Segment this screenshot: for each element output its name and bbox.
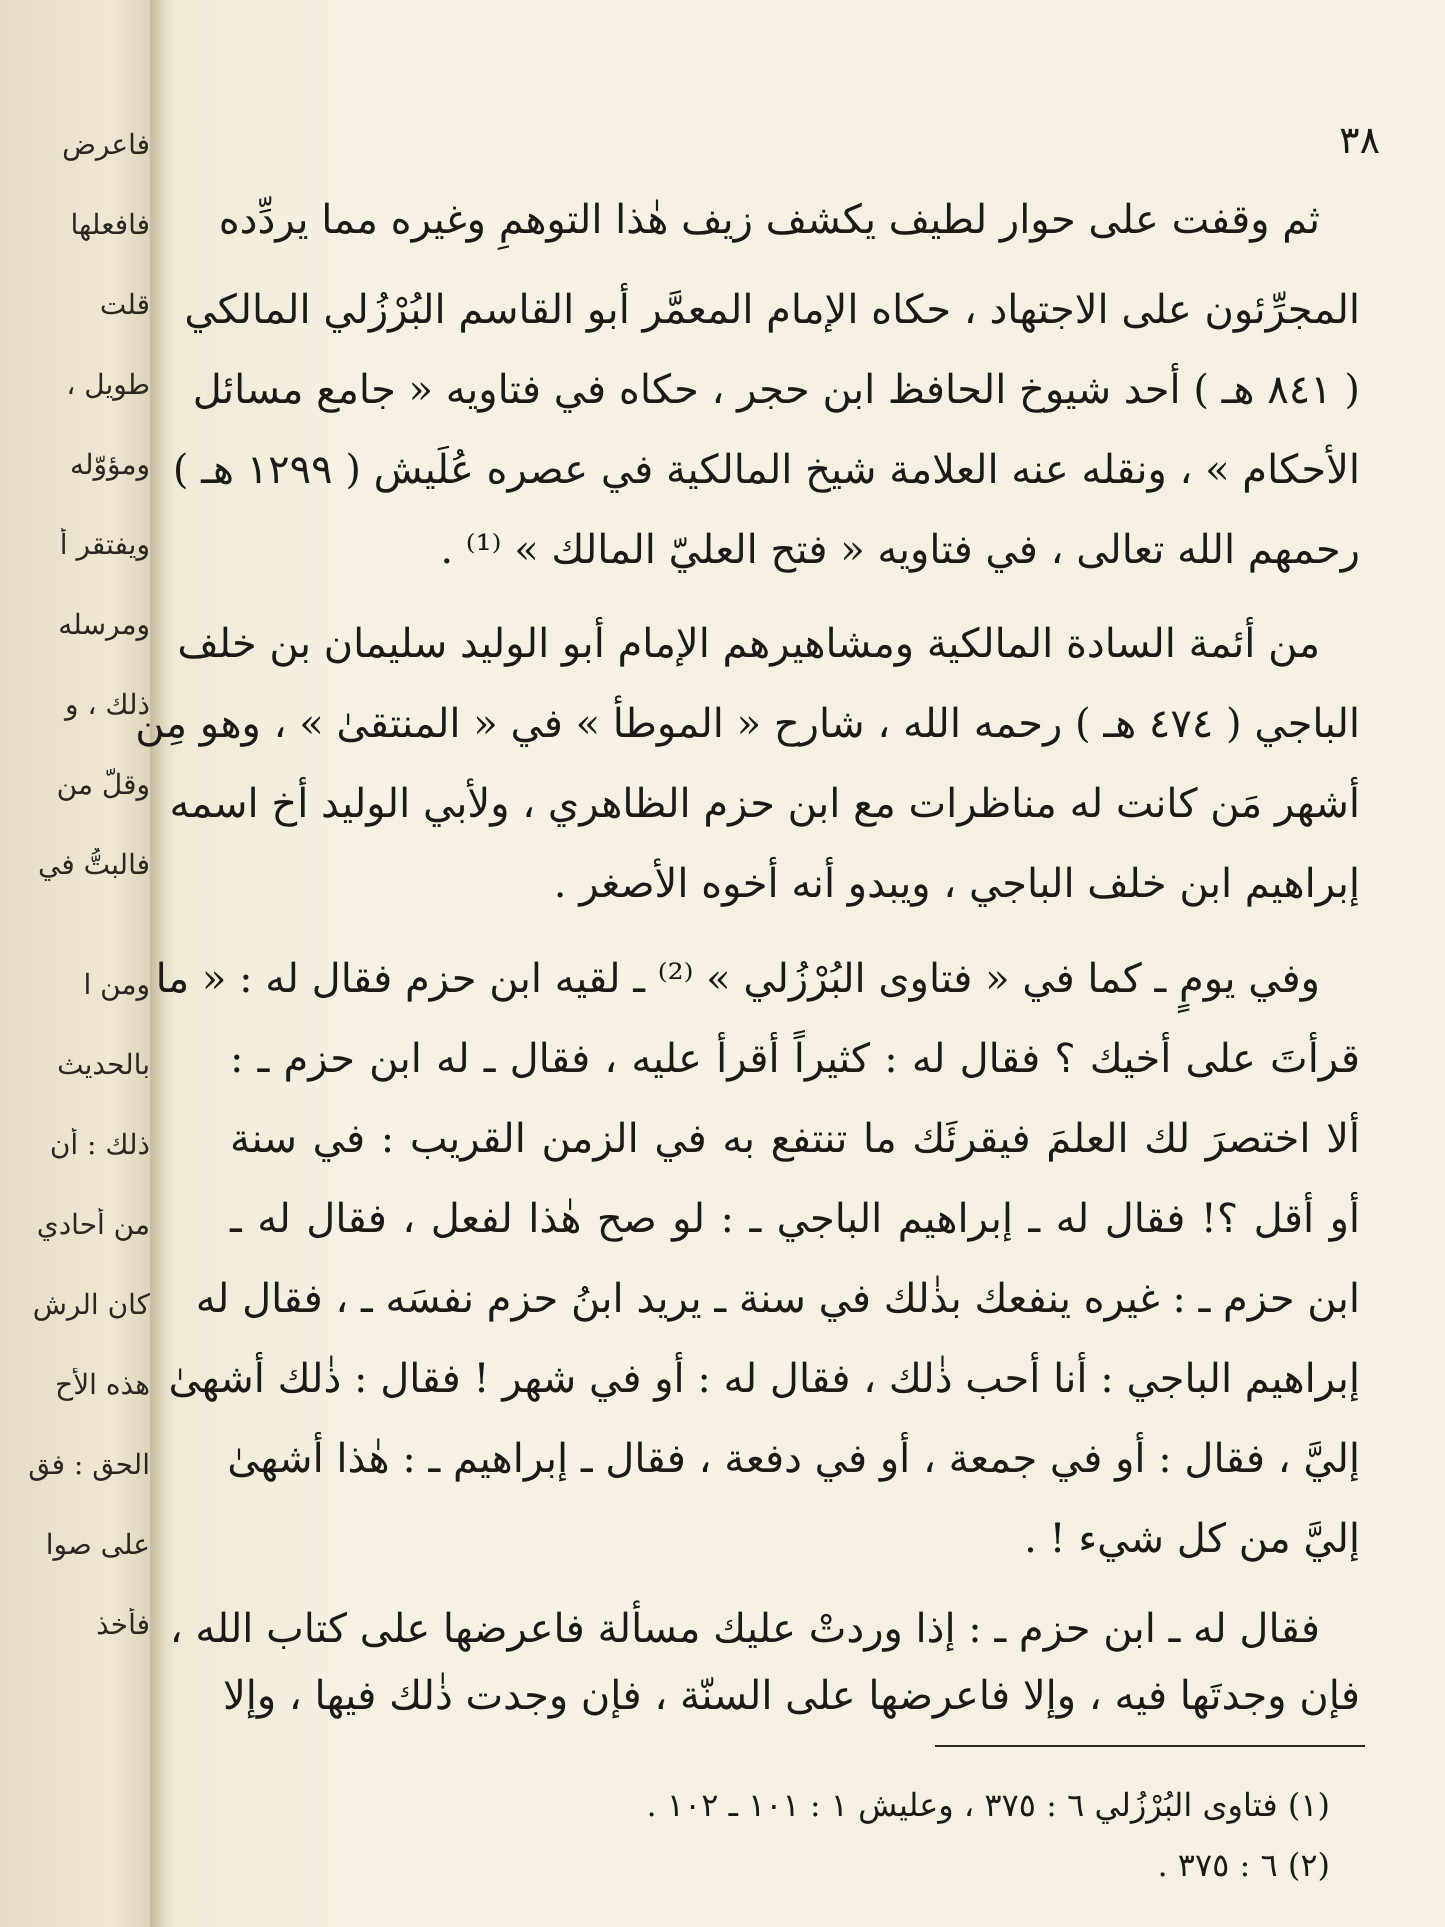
text-line: إليَّ ، فقال : أو في جمعة ، أو في دفعة ، فقال ـ إبراهيم ـ : هٰذا أشهىٰ xyxy=(227,1436,1360,1482)
text-line: ابن حزم ـ : غيره ينفعك بذٰلك في سنة ـ يريد ابنُ حزم نفسَه ـ ، فقال له xyxy=(195,1276,1360,1322)
left-page-line: فالبتُّ في xyxy=(37,848,150,881)
text-line: الأحكام » ، ونقله عنه العلامة شيخ المالكية في عصره عُلَيش ( ١٢٩٩ هـ ) xyxy=(172,447,1360,493)
left-page-line: فاعرض xyxy=(62,128,150,161)
footnote: (١) فتاوى البُرْزُلي ٦ : ٣٧٥ ، وعليش ١ : ١٠١ ـ ١٠٢ . xyxy=(646,1786,1330,1824)
left-page-line: ويفتقر أ xyxy=(59,528,150,561)
left-page-line: قلت xyxy=(99,288,150,321)
text-line: أو أقل ؟! فقال له ـ إبراهيم الباجي ـ : لو صح هٰذا لفعل ، فقال له ـ xyxy=(230,1196,1360,1242)
left-page-line: فأخذ xyxy=(96,1608,150,1641)
text-line: أشهر مَن كانت له مناظرات مع ابن حزم الظاهري ، ولأبي الوليد أخ اسمه xyxy=(169,781,1360,827)
left-page-line: طويل ، xyxy=(66,368,150,401)
text-line: وفي يومٍ ـ كما في « فتاوى البُرْزُلي » ⁽²⁾ ـ لقيه ابن حزم فقال له : « ما xyxy=(155,956,1320,1002)
left-page-line: فافعلها xyxy=(70,208,150,241)
left-page-line: بالحديث xyxy=(57,1048,150,1081)
text-line: ( ٨٤١ هـ ) أحد شيوخ الحافظ ابن حجر ، حكاه في فتاويه « جامع مسائل xyxy=(192,367,1360,413)
left-page-line: الحق : فق xyxy=(28,1448,150,1481)
left-page-line: ومن ا xyxy=(83,968,150,1001)
text-line: إبراهيم ابن خلف الباجي ، ويبدو أنه أخوه الأصغر . xyxy=(553,861,1360,907)
footnote-separator xyxy=(935,1745,1365,1747)
text-line: فقال له ـ ابن حزم ـ : إذا وردتْ عليك مسألة فاعرضها على كتاب الله ، xyxy=(169,1606,1320,1652)
text-line: قرأتَ على أخيك ؟ فقال له : كثيراً أقرأ عليه ، فقال ـ له ابن حزم ـ : xyxy=(230,1036,1361,1082)
left-page-line: ومؤوّله xyxy=(69,448,150,481)
footnote: (٢) ٦ : ٣٧٥ . xyxy=(1157,1846,1330,1884)
left-page-line: ذلك : أن xyxy=(49,1128,150,1161)
left-page xyxy=(0,0,160,1927)
left-page-line: من أحادي xyxy=(36,1208,150,1241)
left-page-line: وقلَّ من xyxy=(56,768,150,801)
text-line: رحمهم الله تعالى ، في فتاويه « فتح العليّ المالك » ⁽¹⁾ . xyxy=(440,527,1360,573)
text-line: من أئمة السادة المالكية ومشاهيرهم الإمام أبو الوليد سليمان بن خلف xyxy=(177,621,1320,667)
text-line: ألا اختصرَ لك العلمَ فيقرئَك ما تنتفع به في الزمن القريب : في سنة xyxy=(230,1116,1361,1162)
text-line: المجرِّئون على الاجتهاد ، حكاه الإمام المعمَّر أبو القاسم البُرْزُلي المالكي xyxy=(184,287,1360,333)
left-page-line: كان الرش xyxy=(32,1288,150,1321)
left-page-line: ومرسله xyxy=(58,608,150,641)
left-page-line: على صوا xyxy=(45,1528,150,1561)
text-line: إبراهيم الباجي : أنا أحب ذٰلك ، فقال له : أو في شهر ! فقال : ذٰلك أشهىٰ xyxy=(168,1356,1360,1402)
page-number: ٣٨ xyxy=(1339,118,1380,162)
text-line: الباجي ( ٤٧٤ هـ ) رحمه الله ، شارح « الموطأ » في « المنتقىٰ » ، وهو مِن xyxy=(135,701,1360,747)
text-line: ثم وقفت على حوار لطيف يكشف زيف هٰذا التوهمِ وغيره مما يردِّده xyxy=(218,197,1320,243)
text-line: فإن وجدتَها فيه ، وإلا فاعرضها على السنّة ، فإن وجدت ذٰلك فيها ، وإلا xyxy=(222,1673,1360,1719)
left-page-line: هذه الأح xyxy=(55,1368,150,1401)
left-page-line: ذلك ، و xyxy=(65,688,150,721)
text-line: إليَّ من كل شيء ! . xyxy=(1024,1516,1360,1562)
